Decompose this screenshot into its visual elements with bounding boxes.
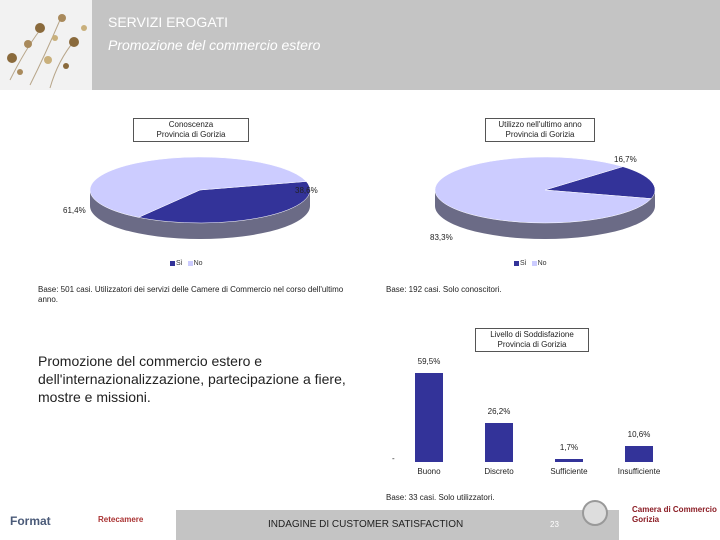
pie2-label-si: 16,7% xyxy=(614,155,637,164)
bar-title-line2: Provincia di Gorizia xyxy=(497,340,567,349)
format-logo: Format xyxy=(10,514,51,528)
bar-chart xyxy=(380,352,700,492)
bar-note: Base: 33 casi. Solo utilizzatori. xyxy=(386,493,495,502)
camera-commercio-logo xyxy=(632,505,717,525)
pie2-title-line1: Utilizzo nell'ultimo anno xyxy=(498,120,582,129)
page-number: 23 xyxy=(550,520,559,529)
pie2-legend-no-swatch xyxy=(532,261,537,266)
bar-title-box xyxy=(475,328,589,352)
pie1-title-line1: Conoscenza xyxy=(168,120,214,129)
pie1-note: Base: 501 casi. Utilizzatori dei servizi delle Camere di Commercio nel corso dell'ultimo anno. xyxy=(38,285,344,304)
bar-buono xyxy=(415,373,443,462)
pie1-legend-no: No xyxy=(193,260,203,267)
pie2-title-line2: Provincia di Gorizia xyxy=(505,130,575,139)
bar-discreto xyxy=(485,423,513,462)
pie2-chart xyxy=(425,150,665,250)
bar-sufficiente xyxy=(555,459,583,462)
pie2-note: Base: 192 casi. Solo conoscitori. xyxy=(386,285,502,294)
bar-value-sufficiente: 1,7% xyxy=(559,443,579,453)
camera-logo-line2: Gorizia xyxy=(632,515,660,524)
pie2-label-no: 83,3% xyxy=(430,233,453,242)
pie1-legend-si-swatch xyxy=(170,261,175,266)
pie1-legend-no-swatch xyxy=(188,261,193,266)
bar-insufficiente xyxy=(625,446,653,462)
seal-icon xyxy=(582,500,608,526)
pie2-title-box xyxy=(485,118,595,142)
bar-category-discreto: Discreto xyxy=(484,467,514,476)
bar-axis-marker: - xyxy=(392,454,395,463)
camera-logo-line1: Camera di Commercio xyxy=(632,505,717,514)
pie1-chart xyxy=(80,150,320,250)
bar-value-insufficiente: 10,6% xyxy=(627,430,651,440)
pie2-legend xyxy=(514,260,547,267)
pie1-label-no: 61,4% xyxy=(63,206,86,215)
pie2-legend-no: No xyxy=(537,260,547,267)
retecamere-logo: Retecamere xyxy=(98,515,144,524)
pie1-legend-si: Sì xyxy=(176,260,183,267)
bar-title-line1: Livello di Soddisfazione xyxy=(490,330,574,339)
decorative-dots-image xyxy=(0,0,92,90)
pie1-legend xyxy=(170,260,203,267)
service-description: Promozione del commercio estero e dell'internazionalizzazione, partecipazione a fiere, mostre e missioni. xyxy=(38,353,346,405)
bar-category-insufficiente: Insufficiente xyxy=(617,467,661,476)
bar-value-discreto: 26,2% xyxy=(487,406,511,416)
bar-category-sufficiente: Sufficiente xyxy=(550,467,588,476)
pie1-label-si: 38,6% xyxy=(295,186,318,195)
footer-title: INDAGINE DI CUSTOMER SATISFACTION xyxy=(268,519,464,530)
bar-category-buono: Buono xyxy=(417,467,441,476)
bar-value-buono: 59,5% xyxy=(417,357,441,367)
pie2-legend-si-swatch xyxy=(514,261,519,266)
pie1-title-line2: Provincia di Gorizia xyxy=(156,130,226,139)
page-title: SERVIZI EROGATI xyxy=(108,14,229,30)
pie2-legend-si: Sì xyxy=(520,260,527,267)
pie1-title-box xyxy=(133,118,249,142)
page-subtitle: Promozione del commercio estero xyxy=(108,37,321,53)
decorative-dots-icon xyxy=(0,0,92,90)
